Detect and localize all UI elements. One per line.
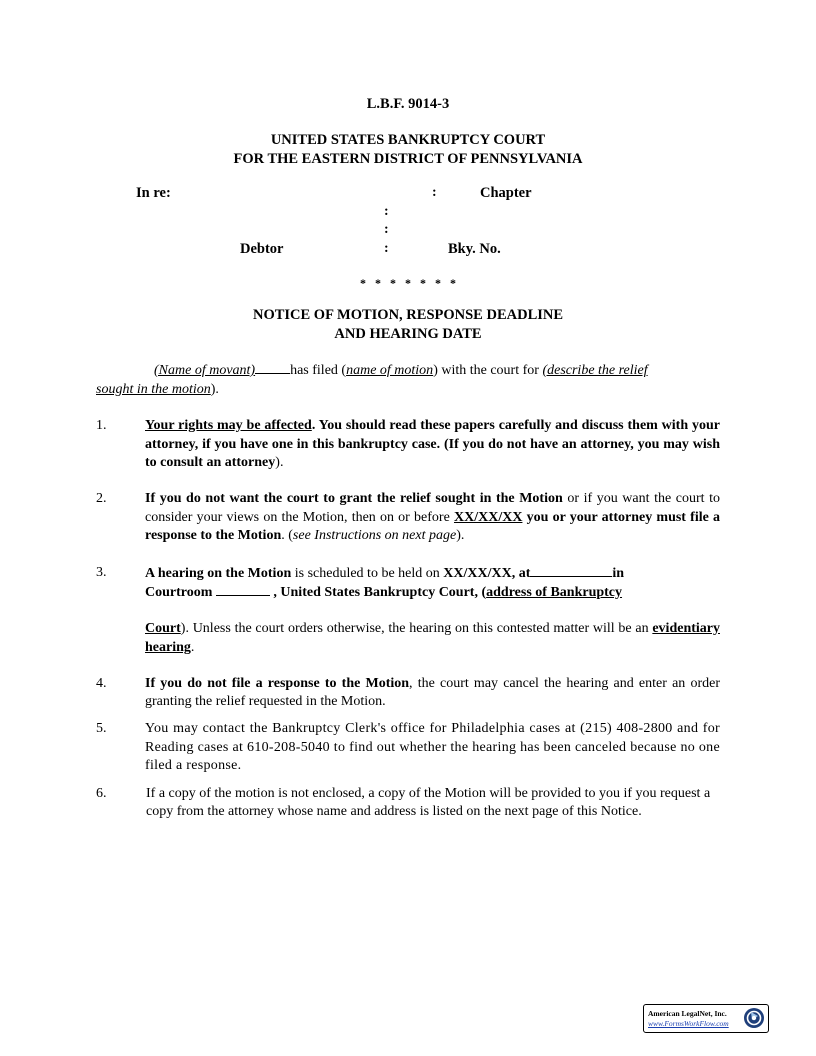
item-3-text: A hearing on the Motion is scheduled to be held on XX/XX/XX, at in Courtroom , United States Bankruptcy Court, (address of Bankruptcy Court). Unless the court orders otherwise, the hearing on this contested matter will be an evidentiary hearing. xyxy=(145,566,720,655)
notice-title-line1: NOTICE OF MOTION, RESPONSE DEADLINE xyxy=(252,307,564,323)
item-number-4: 4. xyxy=(96,676,107,691)
chapter-label: Chapter xyxy=(480,185,532,201)
item-number-3: 3. xyxy=(96,565,107,580)
bky-no-label: Bky. No. xyxy=(448,241,501,257)
motion-name-field: name of motion xyxy=(346,363,434,378)
caption-colon: : xyxy=(384,222,389,237)
footer-url[interactable]: www.FormsWorkFlow.com xyxy=(648,1019,729,1028)
notice-title-line2: AND HEARING DATE xyxy=(334,326,482,342)
item-number-1: 1. xyxy=(96,418,107,433)
footer-company: American LegalNet, Inc. xyxy=(648,1009,727,1018)
item-6-text: If a copy of the motion is not enclosed, a copy of the Motion will be provided to you if you request a copy from the attorney whose name and address is listed on the next page of this Notice. xyxy=(146,786,711,819)
intro-paragraph: (Name of movant) has filed (name of motion) with the court for (describe the relief sought in the motion). xyxy=(96,363,648,397)
response-deadline-date: XX/XX/XX xyxy=(453,509,523,525)
globe-logo-icon xyxy=(743,1007,765,1029)
caption-colon: : xyxy=(384,241,389,256)
separator-stars: * * * * * * * xyxy=(360,276,456,290)
caption-colon: : xyxy=(384,204,389,219)
court-address-field: address of Bankruptcy xyxy=(486,585,623,600)
in-re-label: In re: xyxy=(136,185,171,201)
footer-badge xyxy=(643,1004,769,1033)
caption-colon: : xyxy=(432,185,437,200)
hearing-date: XX/XX/XX, at xyxy=(443,566,531,581)
item-number-5: 5. xyxy=(96,721,107,736)
debtor-label: Debtor xyxy=(240,241,284,257)
movant-field: (Name of movant) xyxy=(154,363,256,378)
court-name-line2: FOR THE EASTERN DISTRICT OF PENNSYLVANIA xyxy=(233,151,583,167)
relief-field-a: (describe the relief xyxy=(542,363,648,378)
form-id: L.B.F. 9014-3 xyxy=(366,96,450,112)
relief-field-b: sought in the motion xyxy=(96,382,211,397)
item-number-6: 6. xyxy=(96,786,107,801)
item-1-text: Your rights may be affected. You should read these papers carefully and discuss them with your attorney, if you have one in this bankruptcy case. (If you do not have an attorney, you may wish to consult an attorney). xyxy=(145,418,720,470)
item-5-text: You may contact the Bankruptcy Clerk's office for Philadelphia cases at (215) 408-2800 and for Reading cases at 610-208-5040 to find out whether the hearing has been canceled because no one filed a response. xyxy=(145,721,720,773)
court-name-line1: UNITED STATES BANKRUPTCY COURT xyxy=(270,132,546,148)
item-2-text: If you do not want the court to grant the relief sought in the Motion or if you want the court to consider your views on the Motion, then on or before XX/XX/XX you or your attorney must file a response to the Motion. (see Instructions on next page). xyxy=(145,491,720,543)
item-4-text: If you do not file a response to the Motion, the court may cancel the hearing and enter an order granting the relief requested in the Motion. xyxy=(145,676,720,709)
item-number-2: 2. xyxy=(96,491,107,506)
